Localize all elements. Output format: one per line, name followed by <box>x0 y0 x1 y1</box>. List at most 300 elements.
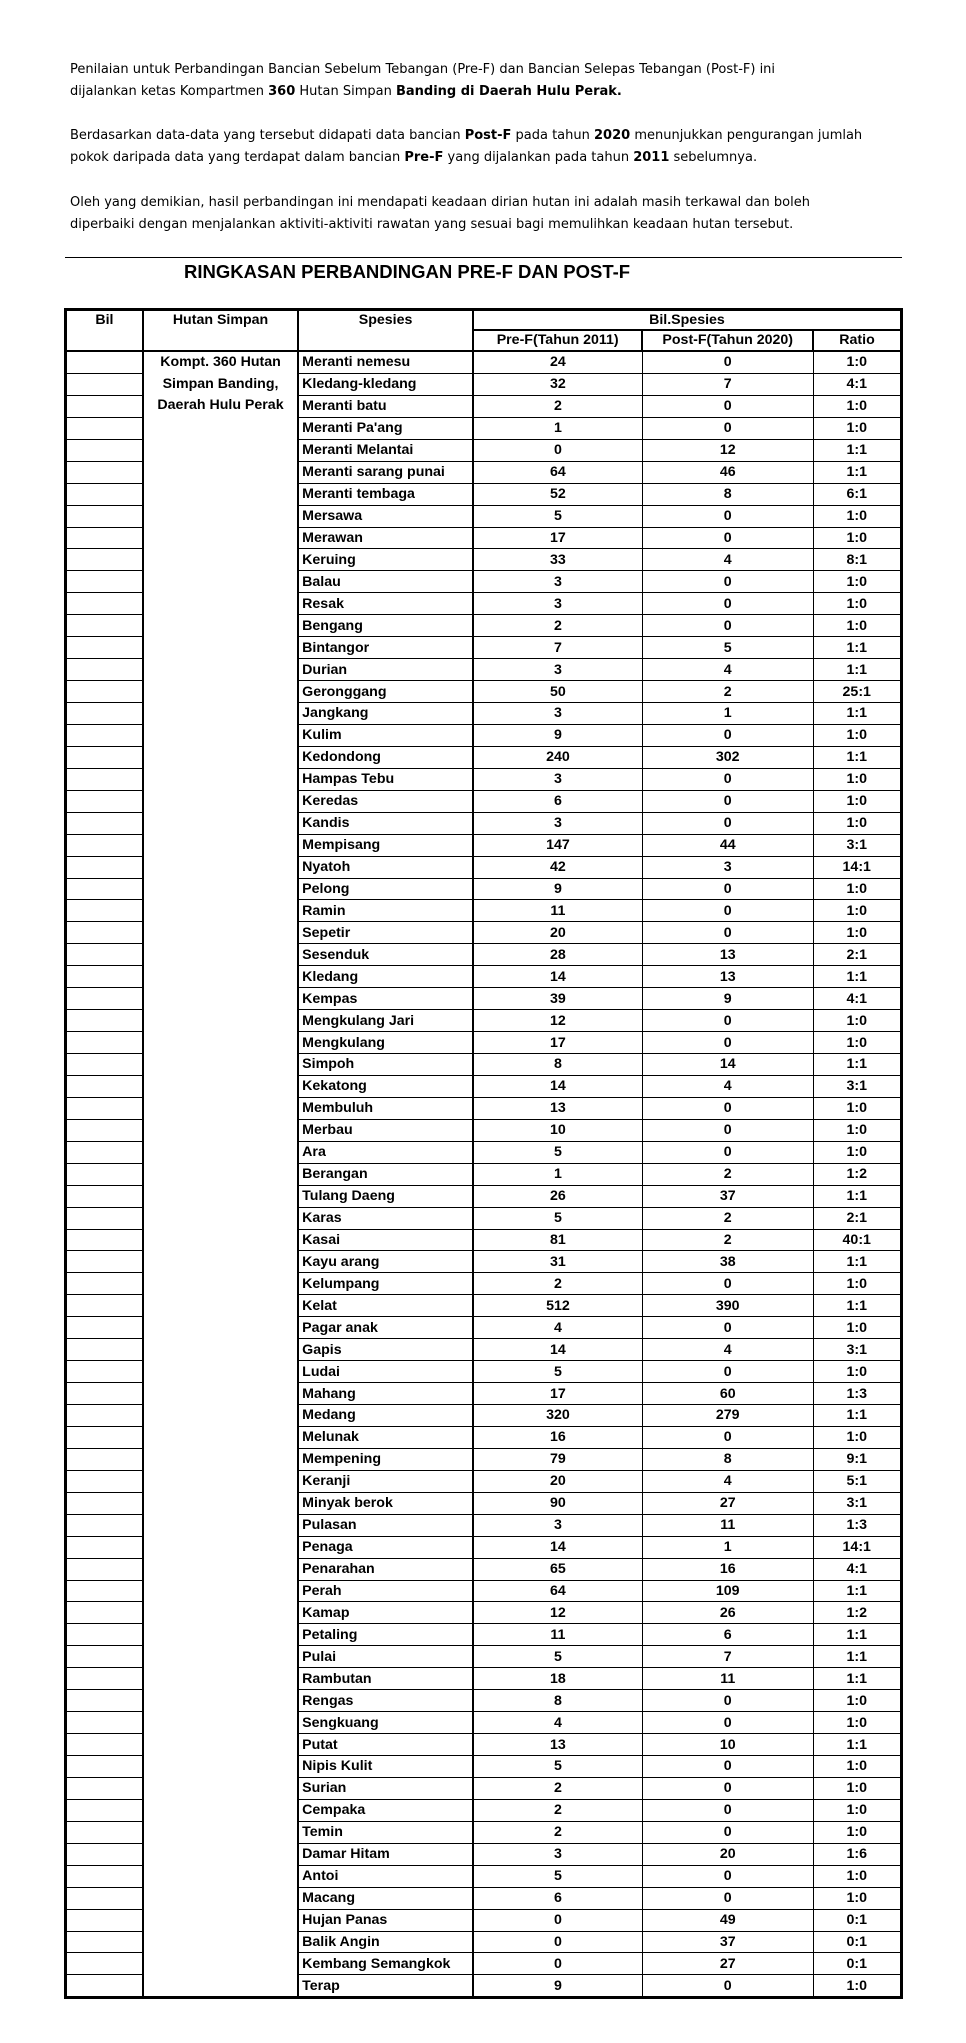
cell-pre-f: 0 <box>473 1931 642 1953</box>
cell-spesies: Sesenduk <box>298 944 473 966</box>
cell-bil <box>66 1119 143 1141</box>
cell-pre-f: 9 <box>473 878 642 900</box>
cell-spesies: Berangan <box>298 1163 473 1185</box>
cell-ratio: 4:1 <box>813 1558 901 1580</box>
cell-post-f: 8 <box>642 1448 813 1470</box>
cell-spesies: Kekatong <box>298 1075 473 1097</box>
cell-spesies: Nipis Kulit <box>298 1756 473 1778</box>
cell-spesies: Mersawa <box>298 505 473 527</box>
cell-post-f: 0 <box>642 593 813 615</box>
intro-p2-text: menunjukkan pengurangan jumlah <box>630 128 863 143</box>
cell-post-f: 0 <box>642 900 813 922</box>
cell-pre-f: 52 <box>473 483 642 505</box>
cell-ratio: 1:3 <box>813 1383 901 1405</box>
cell-bil <box>66 966 143 988</box>
cell-ratio: 1:0 <box>813 1273 901 1295</box>
cell-pre-f: 3 <box>473 659 642 681</box>
cell-pre-f: 9 <box>473 724 642 746</box>
cell-post-f: 49 <box>642 1909 813 1931</box>
cell-bil <box>66 1843 143 1865</box>
cell-spesies: Jangkang <box>298 703 473 725</box>
cell-bil <box>66 527 143 549</box>
cell-post-f: 0 <box>642 505 813 527</box>
cell-pre-f: 3 <box>473 768 642 790</box>
cell-pre-f: 2 <box>473 615 642 637</box>
cell-spesies: Kayu arang <box>298 1251 473 1273</box>
cell-bil <box>66 417 143 439</box>
cell-bil <box>66 1470 143 1492</box>
cell-pre-f: 3 <box>473 703 642 725</box>
cell-post-f: 12 <box>642 439 813 461</box>
cell-spesies: Durian <box>298 659 473 681</box>
cell-bil <box>66 1207 143 1229</box>
cell-pre-f: 3 <box>473 812 642 834</box>
cell-spesies: Penaga <box>298 1536 473 1558</box>
cell-spesies: Keranji <box>298 1470 473 1492</box>
cell-bil <box>66 1405 143 1427</box>
cell-post-f: 0 <box>642 351 813 373</box>
cell-pre-f: 20 <box>473 922 642 944</box>
cell-post-f: 2 <box>642 1163 813 1185</box>
cell-pre-f: 5 <box>473 1361 642 1383</box>
cell-spesies: Mempening <box>298 1448 473 1470</box>
cell-pre-f: 240 <box>473 746 642 768</box>
header-bil-spesies: Bil.Spesies <box>473 310 902 331</box>
cell-bil <box>66 1624 143 1646</box>
cell-post-f: 0 <box>642 922 813 944</box>
cell-bil <box>66 1777 143 1799</box>
cell-post-f: 0 <box>642 1777 813 1799</box>
cell-spesies: Tulang Daeng <box>298 1185 473 1207</box>
cell-ratio: 1:0 <box>813 527 901 549</box>
cell-bil <box>66 593 143 615</box>
intro-paragraph-2 <box>70 125 930 169</box>
cell-spesies: Gapis <box>298 1339 473 1361</box>
cell-ratio: 1:1 <box>813 1405 901 1427</box>
cell-post-f: 4 <box>642 549 813 571</box>
cell-bil <box>66 1492 143 1514</box>
cell-pre-f: 33 <box>473 549 642 571</box>
cell-ratio: 1:0 <box>813 1032 901 1054</box>
cell-bil <box>66 1646 143 1668</box>
cell-post-f: 9 <box>642 988 813 1010</box>
cell-ratio: 1:1 <box>813 461 901 483</box>
cell-spesies: Mengkulang Jari <box>298 1010 473 1032</box>
cell-bil <box>66 1668 143 1690</box>
cell-spesies: Ludai <box>298 1361 473 1383</box>
cell-ratio: 1:1 <box>813 1054 901 1076</box>
cell-pre-f: 24 <box>473 351 642 373</box>
cell-ratio: 1:0 <box>813 812 901 834</box>
cell-bil <box>66 483 143 505</box>
cell-pre-f: 26 <box>473 1185 642 1207</box>
cell-post-f: 26 <box>642 1602 813 1624</box>
cell-ratio: 1:1 <box>813 1580 901 1602</box>
cell-ratio: 9:1 <box>813 1448 901 1470</box>
cell-spesies: Meranti Pa'ang <box>298 417 473 439</box>
cell-pre-f: 81 <box>473 1229 642 1251</box>
cell-ratio: 1:0 <box>813 1821 901 1843</box>
cell-spesies: Perah <box>298 1580 473 1602</box>
cell-spesies: Pelong <box>298 878 473 900</box>
cell-pre-f: 5 <box>473 505 642 527</box>
cell-bil <box>66 1141 143 1163</box>
cell-spesies: Macang <box>298 1887 473 1909</box>
cell-ratio: 1:0 <box>813 724 901 746</box>
cell-ratio: 1:1 <box>813 966 901 988</box>
cell-bil <box>66 681 143 703</box>
cell-post-f: 13 <box>642 966 813 988</box>
cell-bil <box>66 1185 143 1207</box>
intro-p2-bold: Post-F <box>464 128 512 143</box>
cell-pre-f: 7 <box>473 637 642 659</box>
cell-bil <box>66 1953 143 1975</box>
cell-pre-f: 90 <box>473 1492 642 1514</box>
cell-spesies: Kelat <box>298 1295 473 1317</box>
cell-pre-f: 12 <box>473 1010 642 1032</box>
cell-pre-f: 16 <box>473 1426 642 1448</box>
cell-ratio: 3:1 <box>813 834 901 856</box>
cell-ratio: 1:0 <box>813 1141 901 1163</box>
cell-pre-f: 5 <box>473 1646 642 1668</box>
cell-spesies: Kelumpang <box>298 1273 473 1295</box>
cell-spesies: Merawan <box>298 527 473 549</box>
cell-post-f: 0 <box>642 1141 813 1163</box>
intro-p1-bold: 360 <box>268 84 296 99</box>
cell-spesies: Damar Hitam <box>298 1843 473 1865</box>
cell-pre-f: 8 <box>473 1690 642 1712</box>
cell-bil <box>66 1821 143 1843</box>
intro-p2-text: pada tahun <box>511 128 594 143</box>
cell-ratio: 1:0 <box>813 1361 901 1383</box>
cell-bil <box>66 944 143 966</box>
intro-p2-text: pokok daripada data yang terdapat dalam bancian <box>70 150 405 165</box>
cell-pre-f: 50 <box>473 681 642 703</box>
cell-post-f: 0 <box>642 1865 813 1887</box>
cell-pre-f: 0 <box>473 439 642 461</box>
cell-ratio: 1:0 <box>813 1317 901 1339</box>
cell-pre-f: 3 <box>473 571 642 593</box>
cell-post-f: 0 <box>642 724 813 746</box>
cell-post-f: 38 <box>642 1251 813 1273</box>
cell-pre-f: 20 <box>473 1470 642 1492</box>
cell-post-f: 0 <box>642 1010 813 1032</box>
cell-pre-f: 6 <box>473 790 642 812</box>
cell-ratio: 4:1 <box>813 988 901 1010</box>
cell-post-f: 44 <box>642 834 813 856</box>
cell-post-f: 0 <box>642 527 813 549</box>
cell-ratio: 1:0 <box>813 1119 901 1141</box>
cell-post-f: 20 <box>642 1843 813 1865</box>
cell-bil <box>66 703 143 725</box>
cell-pre-f: 17 <box>473 1383 642 1405</box>
cell-post-f: 0 <box>642 1887 813 1909</box>
cell-bil <box>66 900 143 922</box>
cell-spesies: Pulai <box>298 1646 473 1668</box>
cell-spesies: Resak <box>298 593 473 615</box>
intro-p2-bold: 2020 <box>594 128 631 143</box>
cell-pre-f: 2 <box>473 395 642 417</box>
cell-spesies: Penarahan <box>298 1558 473 1580</box>
cell-post-f: 27 <box>642 1953 813 1975</box>
cell-ratio: 1:0 <box>813 1887 901 1909</box>
cell-spesies: Melunak <box>298 1426 473 1448</box>
cell-spesies: Kasai <box>298 1229 473 1251</box>
cell-pre-f: 14 <box>473 1536 642 1558</box>
cell-spesies: Keredas <box>298 790 473 812</box>
cell-pre-f: 14 <box>473 966 642 988</box>
cell-pre-f: 2 <box>473 1799 642 1821</box>
table-body <box>66 351 902 1998</box>
cell-ratio: 1:0 <box>813 615 901 637</box>
cell-spesies: Terap <box>298 1975 473 1998</box>
cell-ratio: 3:1 <box>813 1492 901 1514</box>
cell-bil <box>66 812 143 834</box>
cell-ratio: 1:0 <box>813 1865 901 1887</box>
cell-ratio: 1:0 <box>813 351 901 373</box>
cell-bil <box>66 1361 143 1383</box>
header-ratio: Ratio <box>813 330 901 351</box>
cell-ratio: 1:2 <box>813 1163 901 1185</box>
cell-spesies: Bengang <box>298 615 473 637</box>
cell-pre-f: 4 <box>473 1712 642 1734</box>
cell-bil <box>66 615 143 637</box>
cell-pre-f: 14 <box>473 1339 642 1361</box>
cell-bil <box>66 1931 143 1953</box>
cell-post-f: 0 <box>642 571 813 593</box>
cell-pre-f: 32 <box>473 373 642 395</box>
intro-p1-bold: Banding di Daerah Hulu Perak. <box>395 84 622 99</box>
cell-post-f: 0 <box>642 1317 813 1339</box>
intro-p2-bold: 2011 <box>633 150 670 165</box>
cell-ratio: 1:0 <box>813 1712 901 1734</box>
intro-paragraph-3 <box>70 192 930 236</box>
cell-ratio: 14:1 <box>813 1536 901 1558</box>
cell-ratio: 1:2 <box>813 1602 901 1624</box>
cell-spesies: Balik Angin <box>298 1931 473 1953</box>
cell-post-f: 0 <box>642 768 813 790</box>
cell-bil <box>66 1010 143 1032</box>
title-divider <box>65 257 902 258</box>
cell-pre-f: 11 <box>473 1624 642 1646</box>
cell-post-f: 27 <box>642 1492 813 1514</box>
cell-bil <box>66 1734 143 1756</box>
cell-spesies: Pulasan <box>298 1514 473 1536</box>
cell-spesies: Sengkuang <box>298 1712 473 1734</box>
cell-ratio: 1:1 <box>813 1734 901 1756</box>
cell-post-f: 2 <box>642 1207 813 1229</box>
cell-spesies: Nyatoh <box>298 856 473 878</box>
cell-spesies: Ara <box>298 1141 473 1163</box>
cell-ratio: 1:0 <box>813 1799 901 1821</box>
cell-pre-f: 0 <box>473 1909 642 1931</box>
cell-ratio: 0:1 <box>813 1909 901 1931</box>
cell-bil <box>66 1448 143 1470</box>
cell-ratio: 3:1 <box>813 1075 901 1097</box>
cell-post-f: 5 <box>642 637 813 659</box>
cell-ratio: 0:1 <box>813 1953 901 1975</box>
cell-post-f: 7 <box>642 1646 813 1668</box>
cell-pre-f: 320 <box>473 1405 642 1427</box>
cell-spesies: Simpoh <box>298 1054 473 1076</box>
cell-spesies: Mengkulang <box>298 1032 473 1054</box>
cell-bil <box>66 439 143 461</box>
cell-pre-f: 39 <box>473 988 642 1010</box>
cell-bil <box>66 1580 143 1602</box>
cell-spesies: Merbau <box>298 1119 473 1141</box>
cell-pre-f: 11 <box>473 900 642 922</box>
cell-bil <box>66 878 143 900</box>
cell-ratio: 1:0 <box>813 878 901 900</box>
cell-spesies: Meranti batu <box>298 395 473 417</box>
cell-post-f: 0 <box>642 878 813 900</box>
cell-spesies: Keruing <box>298 549 473 571</box>
cell-ratio: 4:1 <box>813 373 901 395</box>
intro-p2-bold: Pre-F <box>404 150 444 165</box>
cell-ratio: 1:0 <box>813 1690 901 1712</box>
cell-spesies: Kembang Semangkok <box>298 1953 473 1975</box>
cell-spesies: Meranti tembaga <box>298 483 473 505</box>
cell-ratio: 1:1 <box>813 1624 901 1646</box>
cell-bil <box>66 1426 143 1448</box>
intro-p1-text: Hutan Simpan <box>295 84 396 99</box>
cell-ratio: 1:6 <box>813 1843 901 1865</box>
cell-pre-f: 14 <box>473 1075 642 1097</box>
cell-pre-f: 5 <box>473 1865 642 1887</box>
cell-pre-f: 10 <box>473 1119 642 1141</box>
cell-bil <box>66 351 143 373</box>
header-pre-f: Pre-F(Tahun 2011) <box>473 330 642 351</box>
cell-pre-f: 5 <box>473 1207 642 1229</box>
cell-bil <box>66 1229 143 1251</box>
cell-spesies: Geronggang <box>298 681 473 703</box>
cell-pre-f: 2 <box>473 1821 642 1843</box>
cell-ratio: 2:1 <box>813 1207 901 1229</box>
cell-bil <box>66 724 143 746</box>
cell-post-f: 2 <box>642 681 813 703</box>
cell-ratio: 5:1 <box>813 1470 901 1492</box>
cell-ratio: 1:1 <box>813 1646 901 1668</box>
cell-ratio: 1:0 <box>813 417 901 439</box>
cell-post-f: 37 <box>642 1185 813 1207</box>
cell-bil <box>66 1032 143 1054</box>
cell-post-f: 2 <box>642 1229 813 1251</box>
cell-pre-f: 13 <box>473 1097 642 1119</box>
cell-spesies: Meranti Melantai <box>298 439 473 461</box>
cell-bil <box>66 1602 143 1624</box>
intro-p1-text: Penilaian untuk Perbandingan Bancian Sebelum Tebangan (Pre-F) dan Bancian Selepas Tebangan (Post-F) ini <box>70 62 776 77</box>
cell-bil <box>66 1339 143 1361</box>
cell-ratio: 1:0 <box>813 1777 901 1799</box>
cell-post-f: 4 <box>642 1339 813 1361</box>
cell-bil <box>66 637 143 659</box>
cell-bil <box>66 1383 143 1405</box>
cell-ratio: 25:1 <box>813 681 901 703</box>
cell-bil <box>66 1975 143 1998</box>
cell-bil <box>66 659 143 681</box>
cell-ratio: 3:1 <box>813 1339 901 1361</box>
cell-post-f: 0 <box>642 1119 813 1141</box>
intro-p2-text: yang dijalankan pada tahun <box>443 150 634 165</box>
cell-ratio: 1:1 <box>813 746 901 768</box>
cell-pre-f: 4 <box>473 1317 642 1339</box>
cell-pre-f: 512 <box>473 1295 642 1317</box>
cell-bil <box>66 461 143 483</box>
cell-ratio: 8:1 <box>813 549 901 571</box>
cell-spesies: Sepetir <box>298 922 473 944</box>
cell-post-f: 109 <box>642 1580 813 1602</box>
cell-post-f: 0 <box>642 1975 813 1998</box>
cell-post-f: 4 <box>642 1075 813 1097</box>
cell-post-f: 0 <box>642 790 813 812</box>
cell-post-f: 11 <box>642 1668 813 1690</box>
cell-post-f: 60 <box>642 1383 813 1405</box>
cell-spesies: Rambutan <box>298 1668 473 1690</box>
cell-bil <box>66 1295 143 1317</box>
cell-spesies: Meranti nemesu <box>298 351 473 373</box>
intro-p3-text: Oleh yang demikian, hasil perbandingan ini mendapati keadaan dirian hutan ini adalah masih terkawal dan boleh <box>70 195 810 210</box>
cell-post-f: 16 <box>642 1558 813 1580</box>
cell-pre-f: 64 <box>473 1580 642 1602</box>
table-row <box>66 351 902 373</box>
cell-ratio: 1:0 <box>813 1010 901 1032</box>
cell-post-f: 3 <box>642 856 813 878</box>
cell-ratio: 1:3 <box>813 1514 901 1536</box>
cell-pre-f: 2 <box>473 1777 642 1799</box>
cell-bil <box>66 1887 143 1909</box>
cell-spesies: Pagar anak <box>298 1317 473 1339</box>
cell-post-f: 6 <box>642 1624 813 1646</box>
cell-post-f: 302 <box>642 746 813 768</box>
cell-spesies: Kempas <box>298 988 473 1010</box>
cell-post-f: 0 <box>642 395 813 417</box>
cell-spesies: Antoi <box>298 1865 473 1887</box>
cell-ratio: 1:1 <box>813 439 901 461</box>
cell-spesies: Mempisang <box>298 834 473 856</box>
cell-ratio: 1:1 <box>813 659 901 681</box>
cell-post-f: 14 <box>642 1054 813 1076</box>
cell-post-f: 46 <box>642 461 813 483</box>
cell-spesies: Rengas <box>298 1690 473 1712</box>
cell-ratio: 1:0 <box>813 790 901 812</box>
cell-ratio: 6:1 <box>813 483 901 505</box>
cell-spesies: Bintangor <box>298 637 473 659</box>
cell-post-f: 1 <box>642 703 813 725</box>
cell-bil <box>66 1514 143 1536</box>
cell-pre-f: 17 <box>473 527 642 549</box>
cell-post-f: 0 <box>642 1097 813 1119</box>
cell-bil <box>66 1075 143 1097</box>
summary-table <box>64 308 903 1999</box>
cell-spesies: Minyak berok <box>298 1492 473 1514</box>
cell-pre-f: 13 <box>473 1734 642 1756</box>
cell-post-f: 0 <box>642 1032 813 1054</box>
cell-spesies: Membuluh <box>298 1097 473 1119</box>
cell-pre-f: 3 <box>473 1843 642 1865</box>
cell-spesies: Temin <box>298 1821 473 1843</box>
cell-ratio: 1:1 <box>813 703 901 725</box>
cell-pre-f: 3 <box>473 593 642 615</box>
cell-ratio: 1:0 <box>813 1756 901 1778</box>
cell-post-f: 13 <box>642 944 813 966</box>
cell-spesies: Kulim <box>298 724 473 746</box>
cell-hutan-simpan: Kompt. 360 Hutan Simpan Banding, Daerah Hulu Perak <box>143 351 298 1998</box>
cell-ratio: 1:0 <box>813 571 901 593</box>
cell-pre-f: 18 <box>473 1668 642 1690</box>
header-post-f: Post-F(Tahun 2020) <box>642 330 813 351</box>
cell-post-f: 10 <box>642 1734 813 1756</box>
cell-pre-f: 1 <box>473 417 642 439</box>
